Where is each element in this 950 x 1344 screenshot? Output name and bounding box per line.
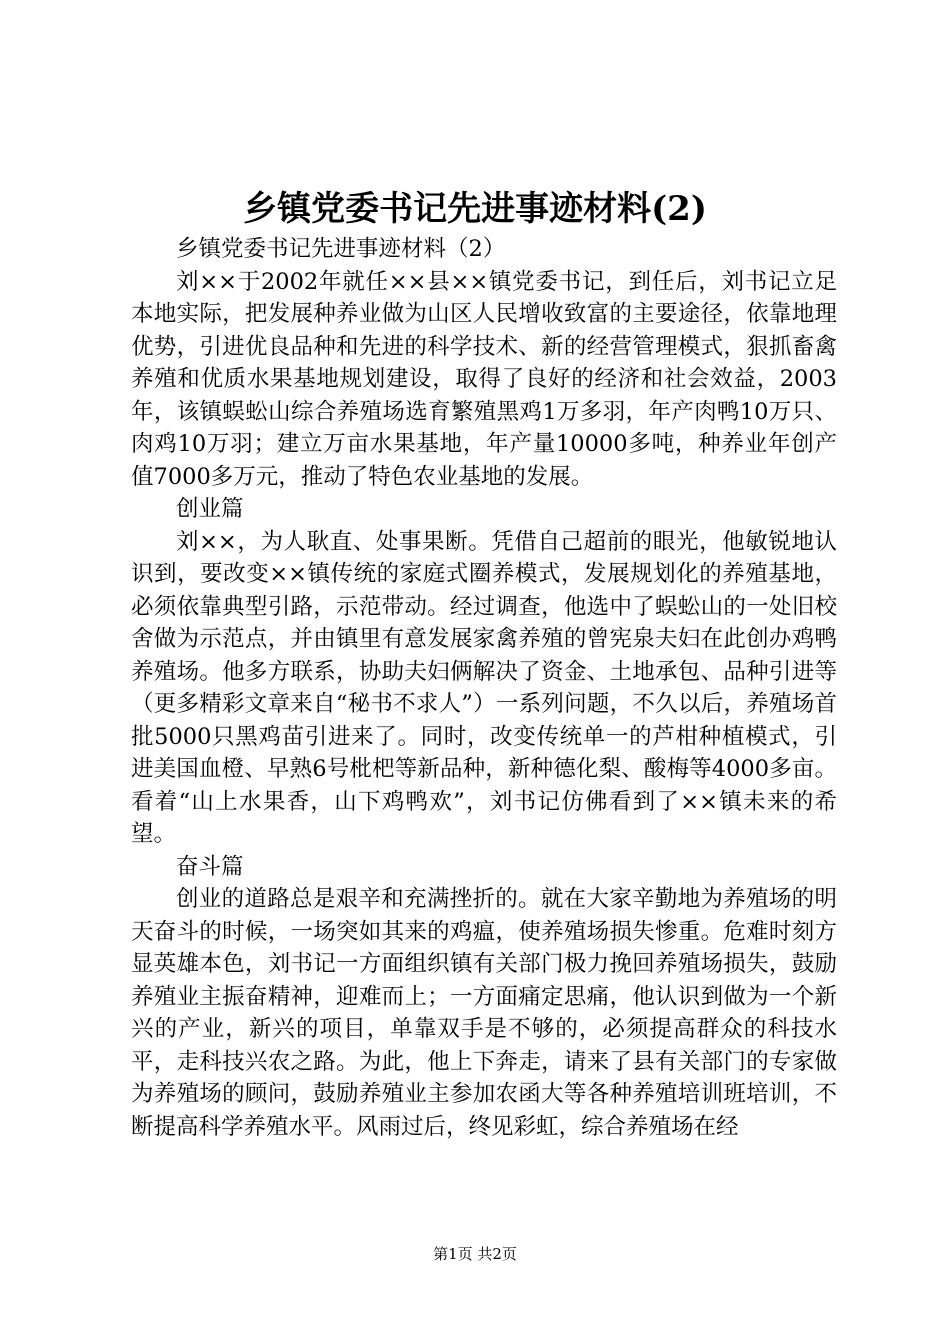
document-body	[131, 233, 837, 1143]
subtitle-paragraph: 乡镇党委书记先进事迹材料（2）	[176, 236, 506, 262]
intro-paragraph: 刘××于2002年就任××县××镇党委书记，到任后，刘书记立足本地实际，把发展种养业做为山区人民增收致富的主要途径，依靠地理优势，引进优良品种和先进的科学技术、新的经营管理模式，狠抓畜禽养殖和优质水果基地规划建设，取得了良好的经济和社会效益，2003年，该镇蜈蚣山综合养殖场选育繁殖黑鸡1万多羽，年产肉鸭10万只、肉鸡10万羽；建立万亩水果基地，年产量10000多吨，种养业年创产值7000多万元，推动了特色农业基地的发展。	[131, 268, 837, 490]
document-title: 乡镇党委书记先进事迹材料(2)	[243, 189, 707, 229]
fendou-paragraph: 创业的道路总是艰辛和充满挫折的。就在大家辛勤地为养殖场的明天奋斗的时候，一场突如其来的鸡瘟，使养殖场损失惨重。危难时刻方显英雄本色，刘书记一方面组织镇有关部门极力挽回养殖场损失，鼓励养殖业主振奋精神，迎难而上；一方面痛定思痛，他认识到做为一个新兴的产业，新兴的项目，单靠双手是不够的，必须提高群众的科技水平，走科技兴农之路。为此，他上下奔走，请来了县有关部门的专家做为养殖场的顾问，鼓励养殖业主参加农函大等各种养殖培训班培训，不断提高科学养殖水平。风雨过后，终见彩虹，综合养殖场在经	[131, 886, 837, 1140]
section-heading-fendou: 奋斗篇	[176, 853, 244, 880]
chuangye-paragraph: 刘××，为人耿直、处事果断。凭借自己超前的眼光，他敏锐地认识到，要改变××镇传统的家庭式圈养模式，发展规划化的养殖基地，必须依靠典型引路，示范带动。经过调查，他选中了蜈蚣山的一处旧校舍做为示范点，并由镇里有意发展家禽养殖的曾宪泉夫妇在此创办鸡鸭养殖场。他多方联系，协助夫妇俩解决了资金、土地承包、品种引进等（更多精彩文章来自“秘书不求人”）一系列问题，不久以后，养殖场首批5000只黑鸡苗引进来了。同时，改变传统单一的芦柑种植模式，引进美国血橙、早熟6号枇杷等新品种，新种德化梨、酸梅等4000多亩。看着“山上水果香，山下鸡鸭欢”，刘书记仿佛看到了××镇未来的希望。	[131, 528, 837, 847]
section-heading-chuangye: 创业篇	[176, 496, 244, 522]
page-footer: 第1页 共2页	[433, 1245, 517, 1263]
